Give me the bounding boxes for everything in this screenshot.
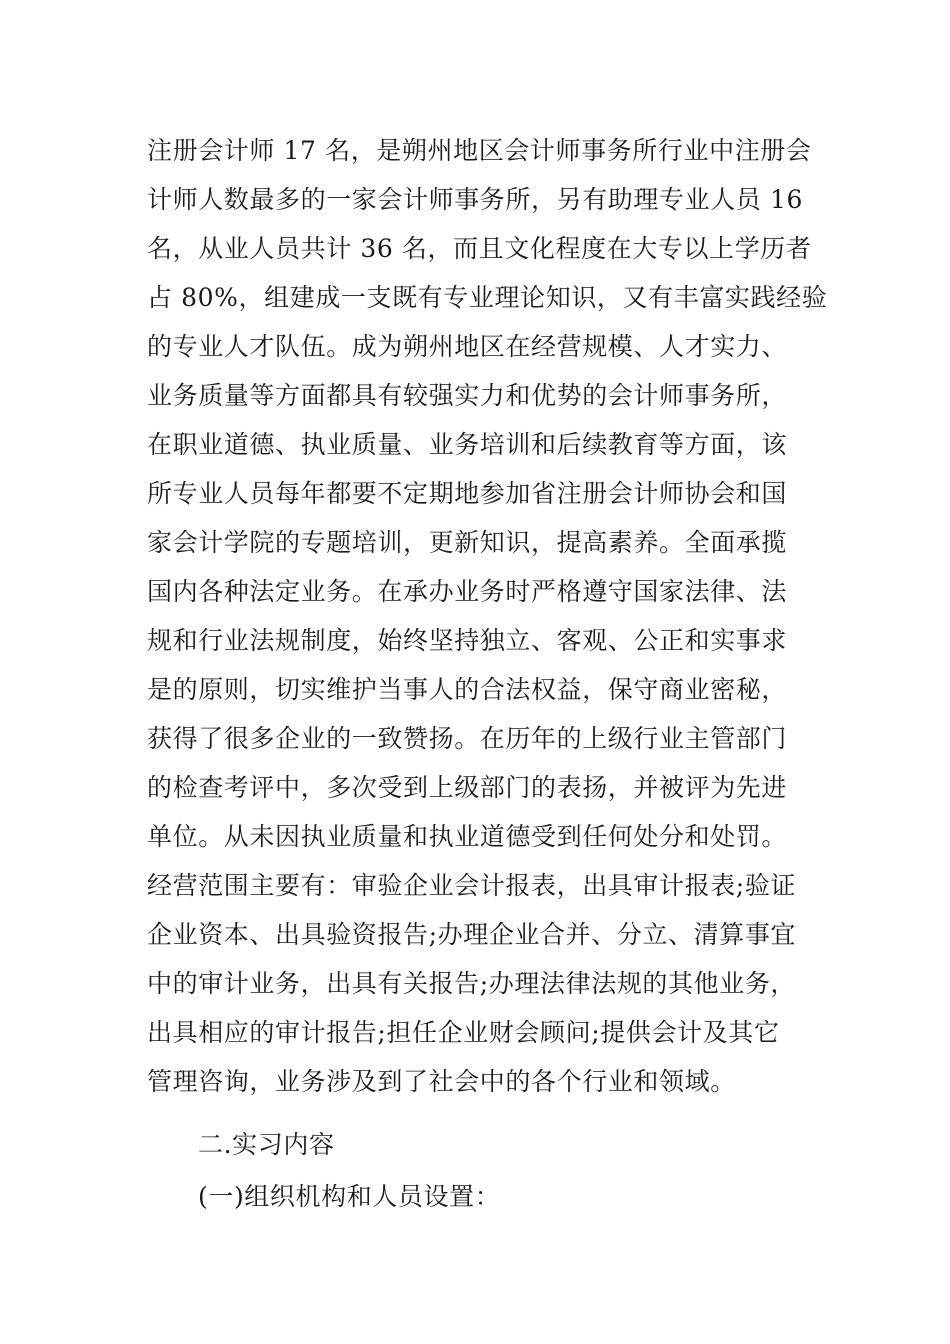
body-line-9: 家会计学院的专题培训，更新知识，提高素养。全面承揽: [147, 528, 788, 557]
body-line-15: 单位。从未因执业质量和执业道德受到任何处分和处罚。: [147, 822, 788, 851]
body-line-5: 的专业人才队伍。成为朔州地区在经营规模、人才实力、: [147, 332, 788, 361]
body-line-14: 的检查考评中，多次受到上级部门的表扬，并被评为先进: [147, 773, 788, 802]
body-line-6: 业务质量等方面都具有较强实力和优势的会计师事务所，: [147, 381, 788, 410]
body-line-18: 中的审计业务，出具有关报告;办理法律法规的其他业务，: [147, 969, 797, 998]
subsection-heading: (一)组织机构和人员设置：: [198, 1182, 501, 1211]
body-line-19: 出具相应的审计报告;担任企业财会顾问;提供会计及其它: [147, 1018, 780, 1047]
body-line-3: 名，从业人员共计 36 名，而且文化程度在大专以上学历者: [147, 234, 812, 263]
body-line-12: 是的原则，切实维护当事人的合法权益，保守商业密秘，: [147, 675, 788, 704]
body-line-7: 在职业道德、执业质量、业务培训和后续教育等方面，该: [147, 430, 788, 459]
body-line-13: 获得了很多企业的一致赞扬。在历年的上级行业主管部门: [147, 724, 788, 753]
section-heading: 二.实习内容: [198, 1130, 335, 1159]
body-line-17: 企业资本、出具验资报告;办理企业合并、分立、清算事宜: [147, 920, 797, 949]
body-line-10: 国内各种法定业务。在承办业务时严格遵守国家法律、法: [147, 577, 788, 606]
body-line-16: 经营范围主要有：审验企业会计报表，出具审计报表;验证: [147, 871, 797, 900]
body-line-4: 占 80%，组建成一支既有专业理论知识，又有丰富实践经验: [147, 283, 828, 312]
body-line-8: 所专业人员每年都要不定期地参加省注册会计师协会和国: [147, 479, 788, 508]
body-line-11: 规和行业法规制度，始终坚持独立、客观、公正和实事求: [147, 626, 788, 655]
body-line-20: 管理咨询，业务涉及到了社会中的各个行业和领域。: [147, 1067, 736, 1096]
body-line-1: 注册会计师 17 名，是朔州地区会计师事务所行业中注册会: [147, 136, 812, 165]
body-line-2: 计师人数最多的一家会计师事务所，另有助理专业人员 16: [147, 185, 803, 214]
